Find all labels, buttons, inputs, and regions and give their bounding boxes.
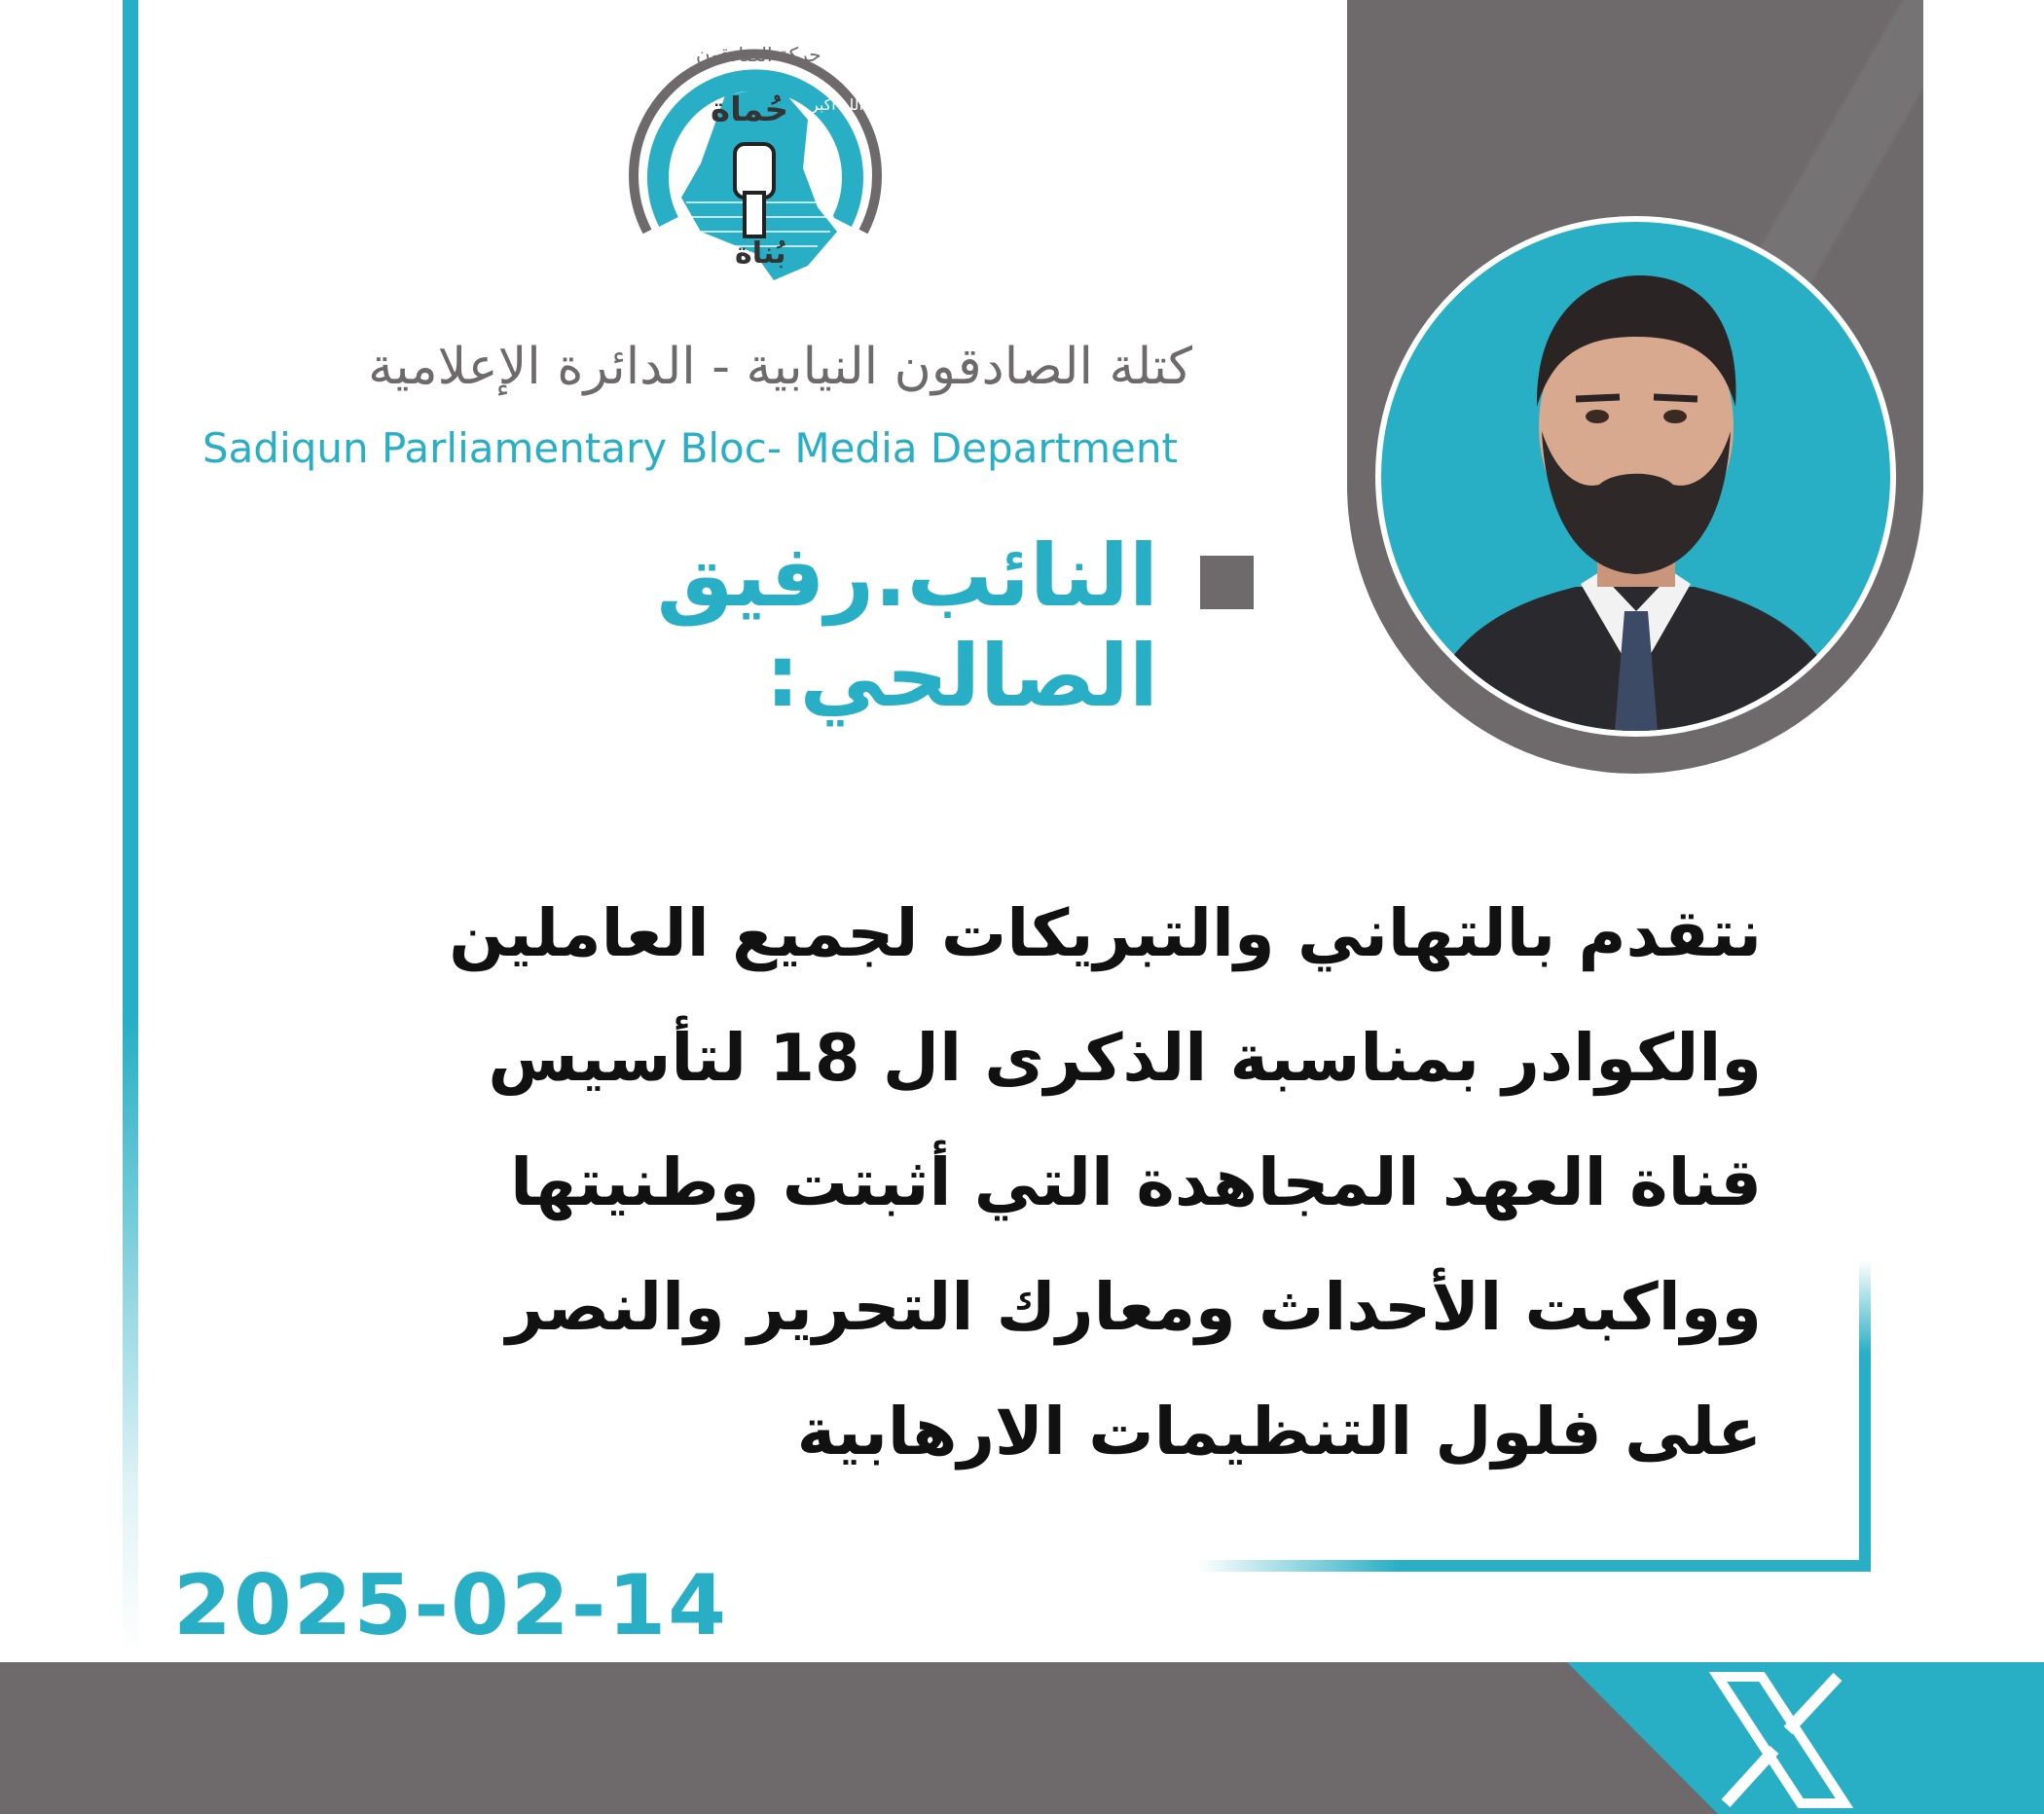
statement-line: على فلول التنظيمات الارهابية — [796, 1394, 1762, 1469]
frame-right-border — [1859, 1260, 1871, 1572]
logo-top-text: حركة الصادقون — [696, 43, 821, 66]
statement-line: وواكبت الأحداث ومعارك التحرير والنصر — [505, 1269, 1762, 1345]
mp-portrait — [1375, 216, 1896, 737]
post-date: 2025-02-14 — [173, 1557, 729, 1654]
mp-name: النائب.رفيق الصالحي: — [656, 526, 1158, 726]
statement-line: والكوادر بمناسبة الذكرى ال 18 لتأسيس — [488, 1020, 1762, 1096]
name-bullet-square — [1200, 556, 1254, 609]
left-accent-bar — [123, 0, 138, 1654]
bloc-name-english: Sadiqun Parliamentary Bloc- Media Department — [202, 424, 1178, 472]
portrait-silhouette-icon — [1381, 222, 1890, 731]
logo-lower-word: بُناة — [735, 236, 786, 271]
statement-line: قناة العهد المجاهدة التي أثبتت وطنيتها — [510, 1144, 1762, 1220]
statement-text — [219, 871, 1762, 1494]
x-logo-icon[interactable] — [1708, 1672, 1854, 1808]
logo-side-text: الله اكبر — [811, 95, 863, 114]
bloc-name-arabic: كتلة الصادقون النيابية - الدائرة الإعلامية — [368, 338, 1192, 396]
statement-line: نتقدم بالتهاني والتبريكات لجميع العاملين — [449, 895, 1762, 971]
bloc-logo — [608, 37, 900, 295]
frame-bottom-border — [1197, 1560, 1871, 1572]
logo-upper-word: حُماة — [711, 91, 789, 129]
